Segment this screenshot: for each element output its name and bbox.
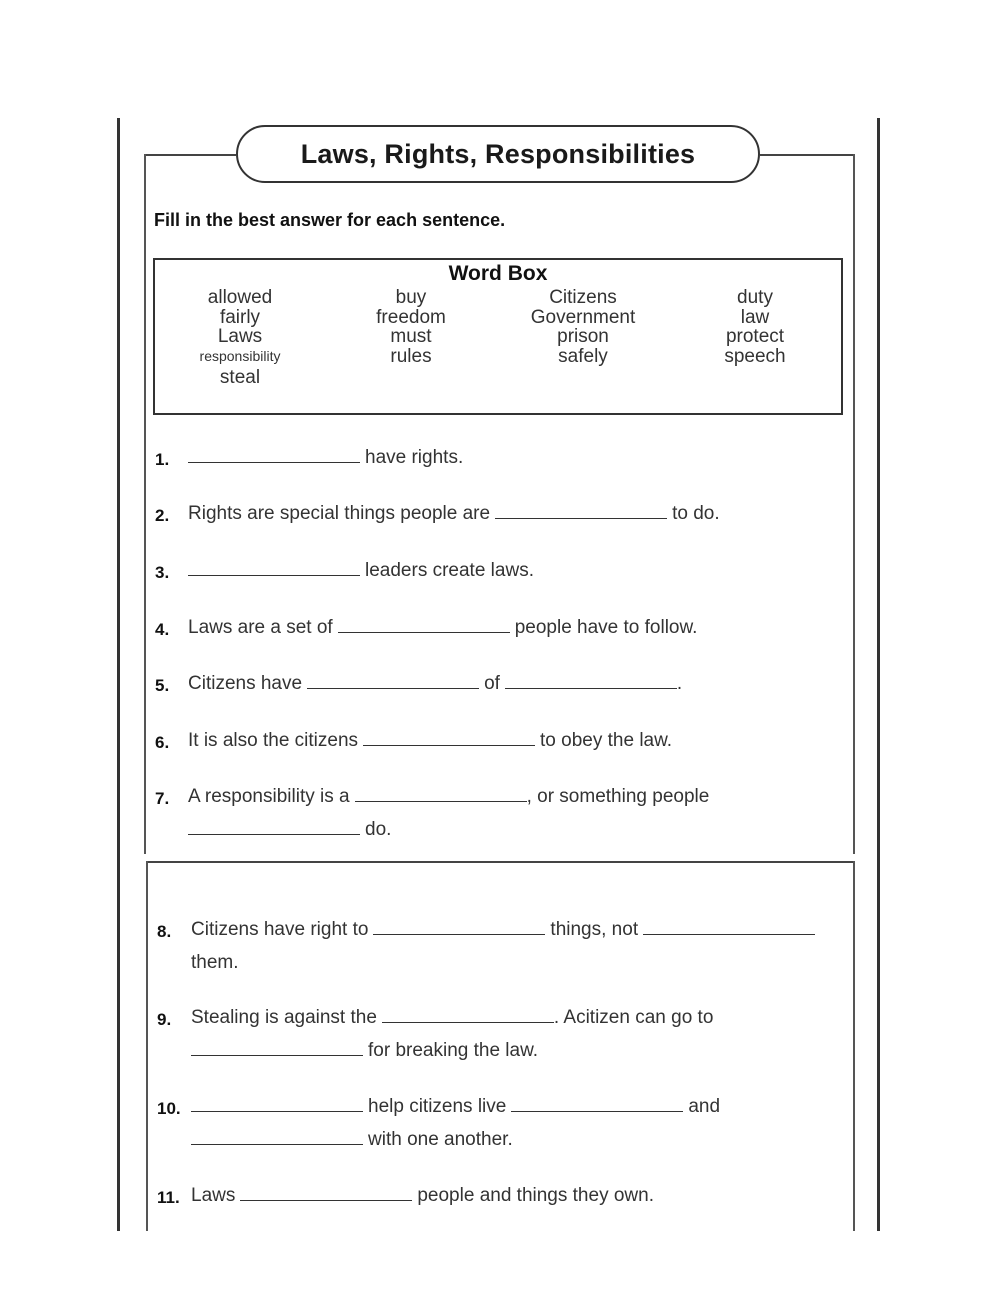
question-text: people have to follow. [514,617,698,638]
question-9 [191,1007,713,1029]
word-item: Laws [217,326,263,347]
answer-blank[interactable] [188,448,360,463]
question-number: 6. [155,733,170,752]
word-box [153,258,843,415]
question-text: Laws are a set of [188,617,333,638]
question-text: Stealing is against the [191,1007,377,1028]
word-item: freedom [376,306,446,328]
answer-blank[interactable] [363,731,535,746]
word-item: rules [390,345,432,367]
word-item: protect [725,326,785,347]
word-item: must [390,326,432,347]
answer-blank[interactable] [495,504,667,519]
question-10-line-2 [191,1129,513,1151]
answer-blank[interactable] [505,674,677,689]
answer-blank[interactable] [191,1041,363,1056]
question-text: A responsibility is a [188,786,350,807]
word-item: law [740,306,770,328]
question-number: 5. [155,676,170,695]
word-item: fairly [219,306,261,328]
question-text: Laws [191,1185,236,1206]
frame-inner-left [144,154,146,854]
answer-blank[interactable] [373,920,545,935]
question-text: It is also the citizens [188,730,359,751]
question-text: . Acitizen can go to [553,1007,714,1028]
question-text: , or something people [526,786,710,807]
word-item: buy [395,287,427,308]
word-item: safely [558,345,608,367]
instructions: Fill in the best answer for each sentence. [154,210,506,230]
question-6 [188,730,672,752]
question-7 [188,786,709,808]
word-box-title: Word Box [448,262,548,285]
answer-blank[interactable] [188,820,360,835]
question-text: people and things they own. [417,1185,654,1206]
question-text: for breaking the law. [368,1040,539,1061]
question-number: 1. [155,450,170,469]
question-text: Citizens have right to [191,919,369,940]
frame-inner-right [853,154,855,854]
question-number: 8. [157,922,172,941]
question-text: help citizens live [368,1096,507,1117]
page2-left-border [117,854,120,1231]
question-3 [188,560,534,582]
question-text: things, not [550,919,639,940]
word-item: speech [724,345,786,367]
word-column-2 [326,288,496,366]
question-text: to do. [672,503,720,524]
answer-blank[interactable] [355,787,527,802]
question-number: 11. [157,1188,180,1207]
question-number: 10. [157,1099,181,1118]
question-text: Citizens have [188,673,303,694]
question-5 [188,673,682,695]
question-10 [191,1096,720,1118]
question-11 [191,1185,654,1207]
question-9-line-2 [191,1040,538,1062]
question-number: 7. [155,789,170,808]
answer-blank[interactable] [643,920,815,935]
question-text: of [484,673,500,694]
answer-blank[interactable] [191,1097,363,1112]
title-banner [236,125,760,183]
page-left-border [117,118,120,854]
question-4 [188,617,697,639]
question-number: 9. [157,1010,172,1029]
frame-top-left [144,154,236,156]
question-text: do. [365,819,392,840]
question-text: have rights. [365,447,464,468]
question-8 [191,919,820,941]
word-column-3 [498,288,668,366]
answer-blank[interactable] [307,674,479,689]
question-1 [188,447,463,469]
question-text: . [676,673,683,694]
frame2-top [146,861,855,863]
word-item: prison [557,326,609,347]
question-text: to obey the law. [540,730,673,751]
word-item: duty [737,287,773,308]
frame-top-right [760,154,855,156]
question-number: 2. [155,506,170,525]
page-right-border [877,118,880,854]
answer-blank[interactable] [188,561,360,576]
word-item: Government [530,306,636,328]
question-8-line-2 [191,952,239,974]
word-item: steal [219,367,261,388]
word-item: responsibility [199,347,281,364]
page2-right-border [877,854,880,1231]
question-text: them. [191,952,239,973]
question-number: 3. [155,563,170,582]
question-text: with one another. [368,1129,513,1150]
answer-blank[interactable] [240,1186,412,1201]
page-title: Laws, Rights, Responsibilities [300,138,696,169]
question-text: Rights are special things people are [188,503,491,524]
word-column-1 [155,288,325,388]
word-item: allowed [207,287,273,308]
frame2-inner-right [853,861,855,1231]
answer-blank[interactable] [191,1130,363,1145]
question-number: 4. [155,620,170,639]
question-2 [188,503,720,525]
question-7-line-2 [188,819,391,841]
question-text: leaders create laws. [365,560,534,581]
question-text: and [688,1096,721,1117]
frame2-inner-left [146,861,148,1231]
word-column-4 [670,288,840,366]
word-item: Citizens [549,287,617,308]
answer-blank[interactable] [382,1008,554,1023]
answer-blank[interactable] [338,618,510,633]
answer-blank[interactable] [511,1097,683,1112]
